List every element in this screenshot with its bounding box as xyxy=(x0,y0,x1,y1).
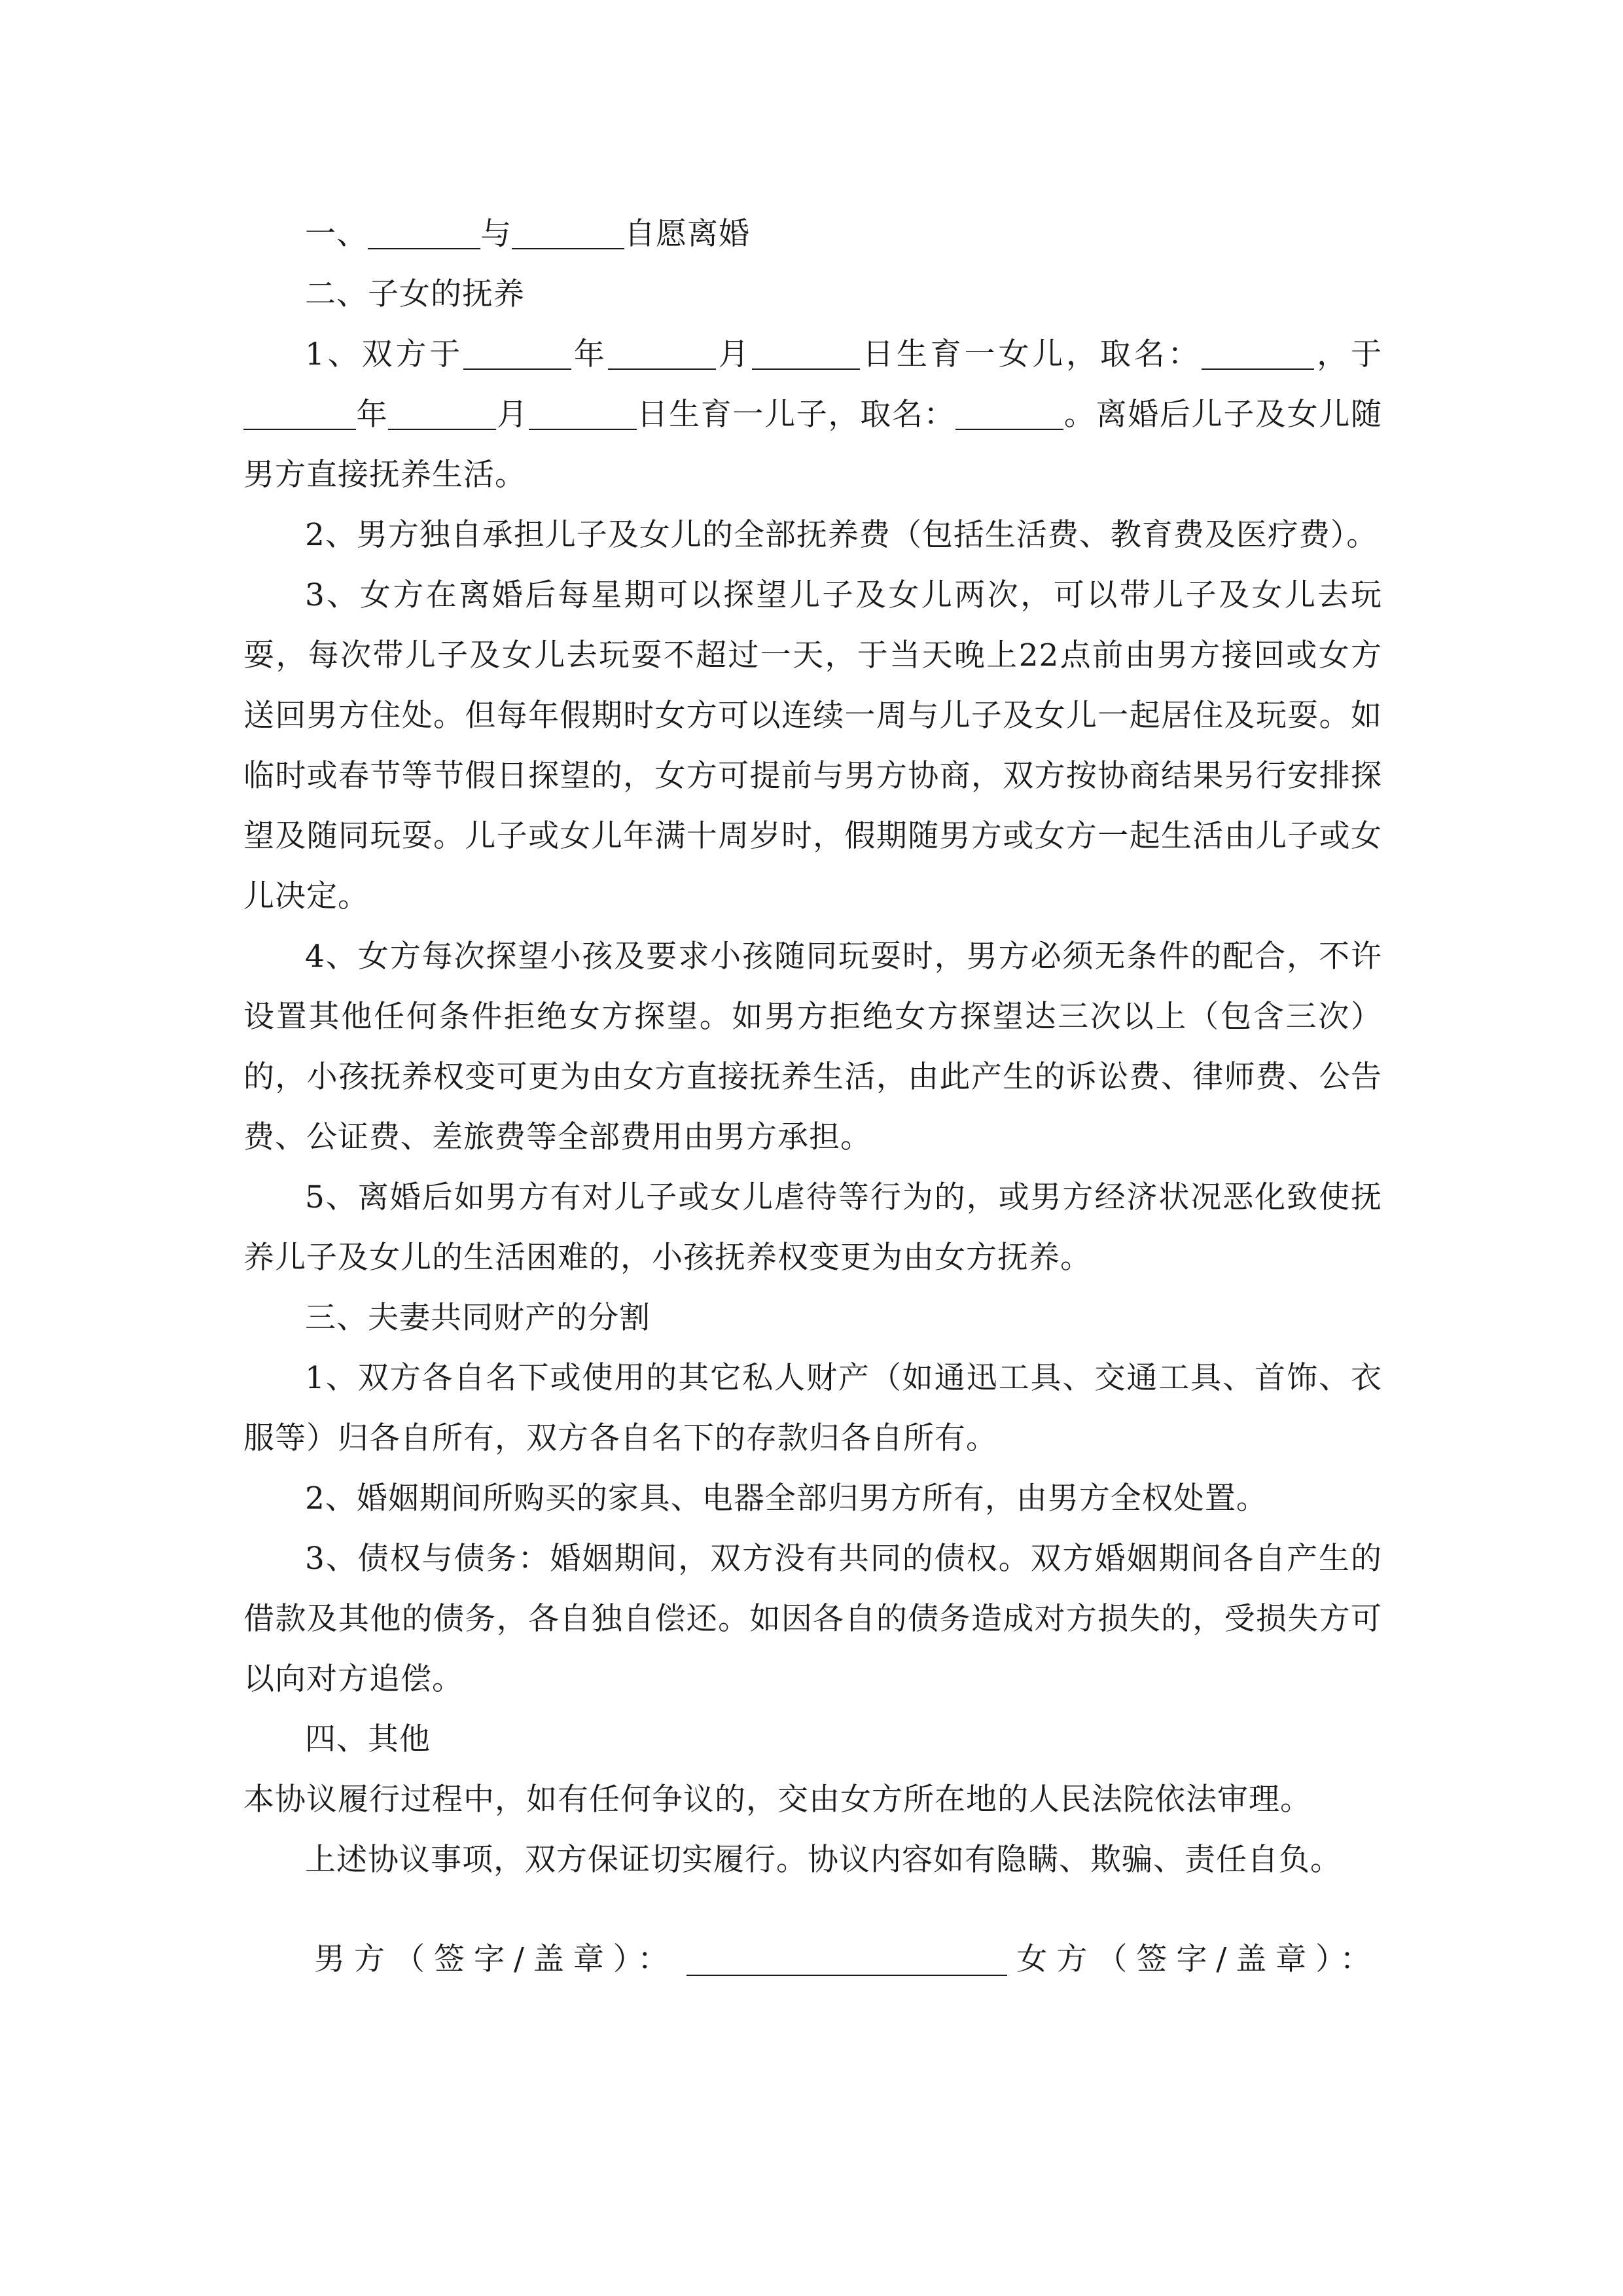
section2-item4: 4、女方每次探望小孩及要求小孩随同玩耍时，男方必须无条件的配合，不许设置其他任何条件拒绝女方探望。如男方拒绝女方探望达三次以上（包含三次）的，小孩抚养权变可更为由女方直接抚养生活，由此产生的诉讼费、律师费、公告费、公证费、差旅费等全部费用由男方承担。 xyxy=(243,939,1382,1155)
item1-text-2: 年 xyxy=(571,336,608,372)
section1-middle: 与 xyxy=(480,216,512,252)
male-signature-label: 男方（签字/盖章）： xyxy=(314,1941,678,1977)
female-signature-label: 女方（签字/盖章）： xyxy=(1016,1941,1380,1977)
section3-item2: 2、婚姻期间所购买的家具、电器全部归男方所有，由男方全权处置。 xyxy=(305,1480,1268,1516)
blank-son-year[interactable] xyxy=(243,395,356,430)
blank-daughter-name[interactable] xyxy=(1202,334,1314,370)
agreement-body xyxy=(243,204,1382,1890)
section2-item3: 3、女方在离婚后每星期可以探望儿子及女儿两次，可以带儿子及女儿去玩耍，每次带儿子及女儿去玩耍不超过一天，于当天晚上22点前由男方接回或女方送回男方住处。但每年假期时女方可以连续一周与儿子及女儿一起居住及玩耍。如临时或春节等节假日探望的，女方可提前与男方协商，双方按协商结果另行安排探望及随同玩耍。儿子或女儿年满十周岁时，假期随男方或女方一起生活由儿子或女儿决定。 xyxy=(243,577,1382,914)
section2-heading: 二、子女的抚养 xyxy=(305,276,525,312)
section3-heading: 三、夫妻共同财产的分割 xyxy=(305,1300,651,1336)
section4-heading: 四、其他 xyxy=(305,1721,431,1757)
section2-item5: 5、离婚后如男方有对儿子或女儿虐待等行为的，或男方经济状况恶化致使抚养儿子及女儿的生活困难的，小孩抚养权变更为由女方抚养。 xyxy=(243,1179,1382,1276)
blank-son-month[interactable] xyxy=(388,395,496,430)
section1-line xyxy=(243,204,1382,264)
blank-daughter-year[interactable] xyxy=(463,334,571,370)
section2-item1 xyxy=(243,325,1382,505)
item1-text-1: 1、双方于 xyxy=(305,336,464,372)
blank-daughter-month[interactable] xyxy=(608,334,716,370)
section1-prefix: 一、 xyxy=(305,216,368,252)
section1-suffix: 自愿离婚 xyxy=(624,216,750,252)
male-signature-field[interactable] xyxy=(687,1941,1007,1976)
section4-para2: 上述协议事项，双方保证切实履行。协议内容如有隐瞒、欺骗、责任自负。 xyxy=(305,1842,1342,1878)
section2-item2: 2、男方独自承担儿子及女儿的全部抚养费（包括生活费、教育费及医疗费）。 xyxy=(305,517,1378,553)
item1-text-8: 日生育一儿子，取名： xyxy=(636,397,956,433)
item1-text-3: 月 xyxy=(715,336,753,372)
blank-party-b[interactable] xyxy=(512,214,624,249)
blank-son-day[interactable] xyxy=(529,395,637,430)
blank-son-name[interactable] xyxy=(955,395,1063,430)
item1-text-5: ，于 xyxy=(1314,336,1383,372)
item1-text-6: 年 xyxy=(356,397,389,433)
blank-daughter-day[interactable] xyxy=(752,334,860,370)
item1-text-4: 日生育一女儿，取名： xyxy=(860,336,1202,372)
blank-party-a[interactable] xyxy=(368,214,480,249)
section3-item1: 1、双方各自名下或使用的其它私人财产（如通迅工具、交通工具、首饰、衣服等）归各自所有，双方各自名下的存款归各自所有。 xyxy=(243,1360,1382,1456)
section3-item3: 3、债权与债务：婚姻期间，双方没有共同的债权。双方婚姻期间各自产生的借款及其他的债务，各自独自偿还。如因各自的债务造成对方损失的，受损失方可以向对方追偿。 xyxy=(243,1541,1382,1697)
item1-text-7: 月 xyxy=(496,397,529,433)
section4-para1: 本协议履行过程中，如有任何争议的，交由女方所在地的人民法院依法审理。 xyxy=(243,1782,1311,1818)
signature-line xyxy=(314,1929,1387,1990)
item1-text-9: 。离婚后儿子及女儿随男方直接抚养生活。 xyxy=(243,397,1383,493)
